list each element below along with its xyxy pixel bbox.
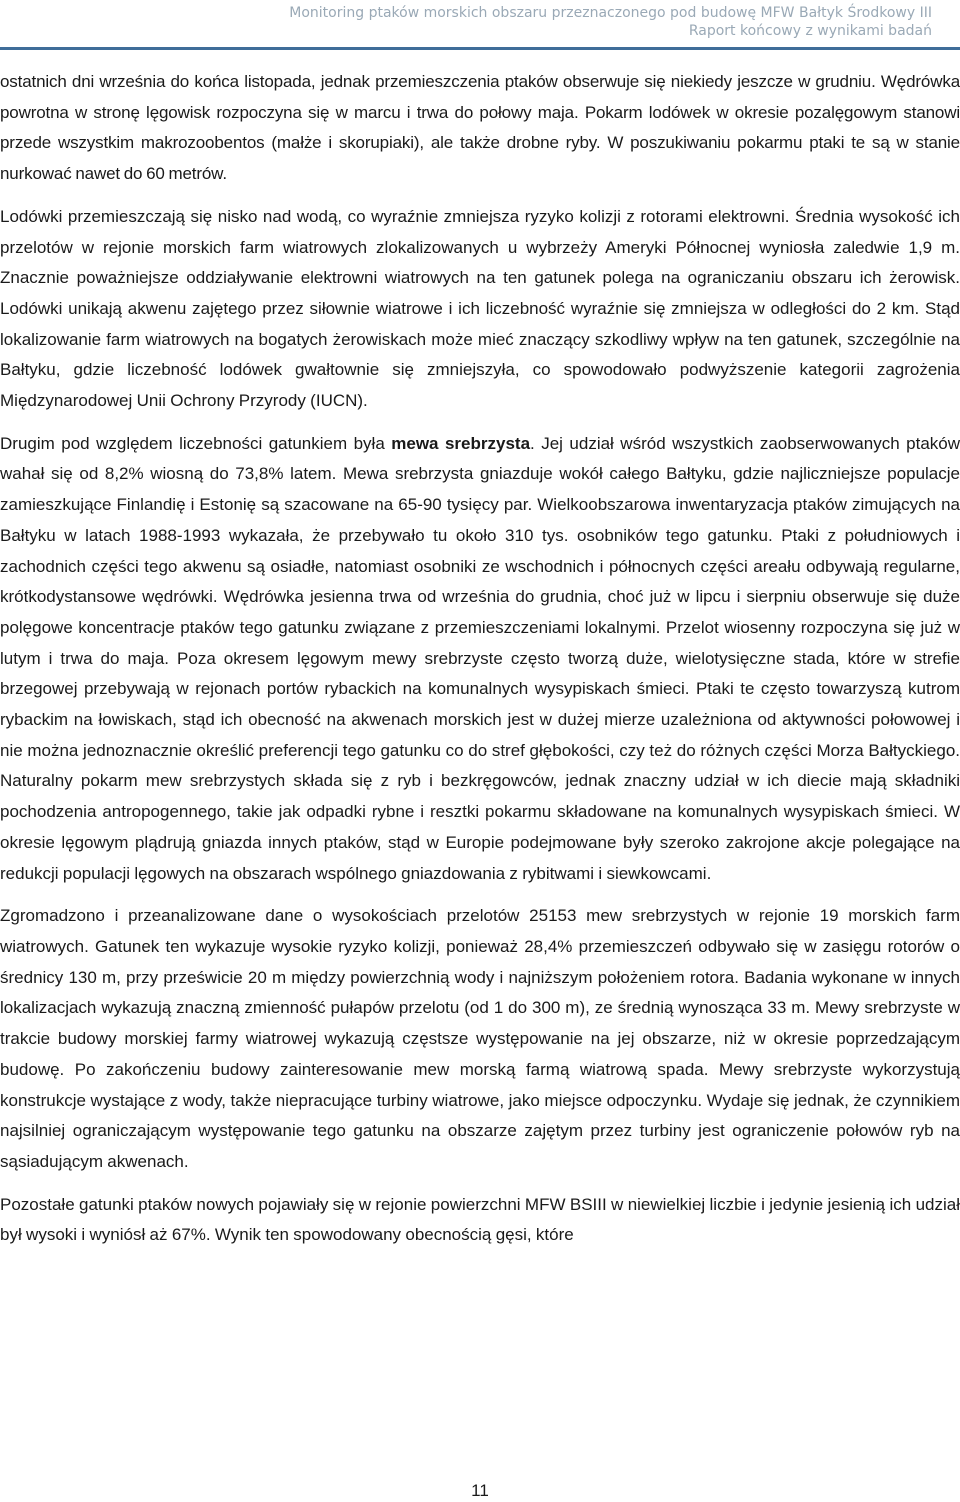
species-name-herring-gull: mewa srebrzysta [391, 433, 531, 453]
paragraph-other-species: Pozostałe gatunki ptaków nowych pojawiały się w rejonie powierzchni MFW BSIII w niewielkiej liczbie i jedynie jesienią ich udział był wysoki i wyniósł aż 67%. Wynik ten spowodowany obecnością gęsi, które [0, 1194, 960, 1245]
header-report-title: Monitoring ptaków morskich obszaru przeznaczonego pod budowę MFW Bałtyk Środkowy III [289, 5, 932, 21]
paragraph-loon-migration: ostatnich dni września do końca listopada, jednak przemieszczenia ptaków obserwuje się niekiedy jeszcze w grudniu. Wędrówka powrotna w stronę lęgowisk rozpoczyna się w marcu i trwa do połowy maja. Pokarm lodówek w okresie pozalęgowym stanowi przede wszystkim makrozoobentos (małże i skorupiaki), ale także drobne ryby. W poszukiwaniu pokarmu ptaki te są w stanie nurkować nawet do 60 metrów. [0, 72, 960, 184]
paragraph-gull-flight-heights: Zgromadzono i przeanalizowane dane o wysokościach przelotów 25153 mew srebrzystych w rejonie 19 morskich farm wiatrowych. Gatunek ten wykazuje wysokie ryzyko kolizji, ponieważ 28,4% przemieszczeń odbywało się w zasięgu rotorów o średnicy 130 m, przy prześwicie 20 m między powierzchnią wody i najniższym położeniem rotora. Badania wykonane w innych lokalizacjach wykazują znaczną zmienność pułapów przelotu (od 1 do 300 m), ze średnią wynosząca 33 m. Mewy srebrzyste w trakcie budowy morskiej farmy wiatrowej wykazują częstsze występowanie na jej obszarze, niż w okresie poprzedzającym budowę. Po zakończeniu budowy zainteresowanie mew morską farmą wiatrową spada. Mewy srebrzyste wykorzystują konstrukcje wystające z wody, także niepracujące turbiny wiatrowe, jako miejsce odpoczynku. Wydaje się jednak, że czynnikiem najsilniej ograniczającym występowanie tego gatunku na obszarze zajętym przez turbiny jest ograniczenie połowów ryb na sąsiadującym akwenach. [0, 906, 960, 1171]
body-text [0, 67, 960, 1251]
paragraph-herring-gull [0, 429, 960, 890]
paragraph-loon-wind-farms: Lodówki przemieszczają się nisko nad wodą, co wyraźnie zmniejsza ryzyko kolizji z rotorami elektrowni. Średnia wysokość ich przelotów w rejonie morskich farm wiatrowych zlokalizowanych u wybrzeży Ameryki Północnej wyniosła zaledwie 1,9 m. Znacznie poważniejsze oddziaływanie elektrowni wiatrowych na ten gatunek polega na ograniczaniu obszaru ich żerowisk. Lodówki unikają akwenu zajętego przez siłownie wiatrowe i ich liczebność wyraźnie się zmniejsza w odległości do 2 km. Stąd lokalizowanie farm wiatrowych na bogatych żerowiskach może mieć znaczący szkodliwy wpływ na ten gatunek, szczególnie na Bałtyku, gdzie liczebność lodówek gwałtownie się zmniejszyła, co spowodowało podwyższenie kategorii zagrożenia Międzynarodowej Unii Ochrony Przyrody (IUCN). [0, 206, 960, 411]
header-report-subtitle: Raport końcowy z wynikami badań [688, 23, 932, 39]
paragraph-herring-gull-intro: Drugim pod względem liczebności gatunkiem była [0, 433, 392, 453]
page-number: 11 [471, 1481, 489, 1500]
running-header [172, 4, 932, 40]
paragraph-herring-gull-body: . Jej udział wśród wszystkich zaobserwowanych ptaków wahał się od 8,2% wiosną do 73,8% latem. Mewa srebrzysta gniazduje wokół całego Bałtyku, gdzie najliczniejsze populacje zamieszkujące Finlandię i Estonię są szacowane na 65-90 tysięcy par. Wielkoobszarowa inwentaryzacja ptaków zimujących na Bałtyku w latach 1988-1993 wykazała, że przebywało tu około 310 tys. osobników tego gatunku. Ptaki z południowych i zachodnich części tego akwenu są osiadłe, natomiast osobniki ze wschodnich i północnych części areału odbywają regularne, krótkodystansowe wędrówki. Wędrówka jesienna trwa od września do grudnia, choć już w lipcu i sierpniu obserwuje się duże polęgowe koncentracje ptaków tego gatunku związane z przemieszczeniami lokalnymi. Przelot wiosenny rozpoczyna się już w lutym i trwa do maja. Poza okresem lęgowym mewy srebrzyste często tworzą duże, wielotysięczne stada, które w strefie brzegowej przebywają w rejonach portów rybackich na komunalnych wysypiskach śmieci. Ptaki te często towarzyszą kutrom rybackim na łowiskach, stąd ich obecność na akwenach morskich jest w dużej mierze uzależniona od aktywności połowowej i nie można jednoznacznie określić preferencji tego gatunku co do stref głębokości, czy też do różnych części Morza Bałtyckiego. Naturalny pokarm mew srebrzystych składa się z ryb i bezkręgowców, jednak znaczny udział w ich diecie mają składniki pochodzenia antropogennego, takie jak odpadki rybne i resztki pokarmu składowane na komunalnych wysypiskach śmieci. W okresie lęgowym plądrują gniazda innych ptaków, stąd w Europie podejmowane były szeroko zakrojone akcje polegające na redukcji populacji lęgowych na obszarach wspólnego gniazdowania z rybitwami i siewkowcami. [0, 433, 960, 883]
header-divider [0, 47, 960, 50]
